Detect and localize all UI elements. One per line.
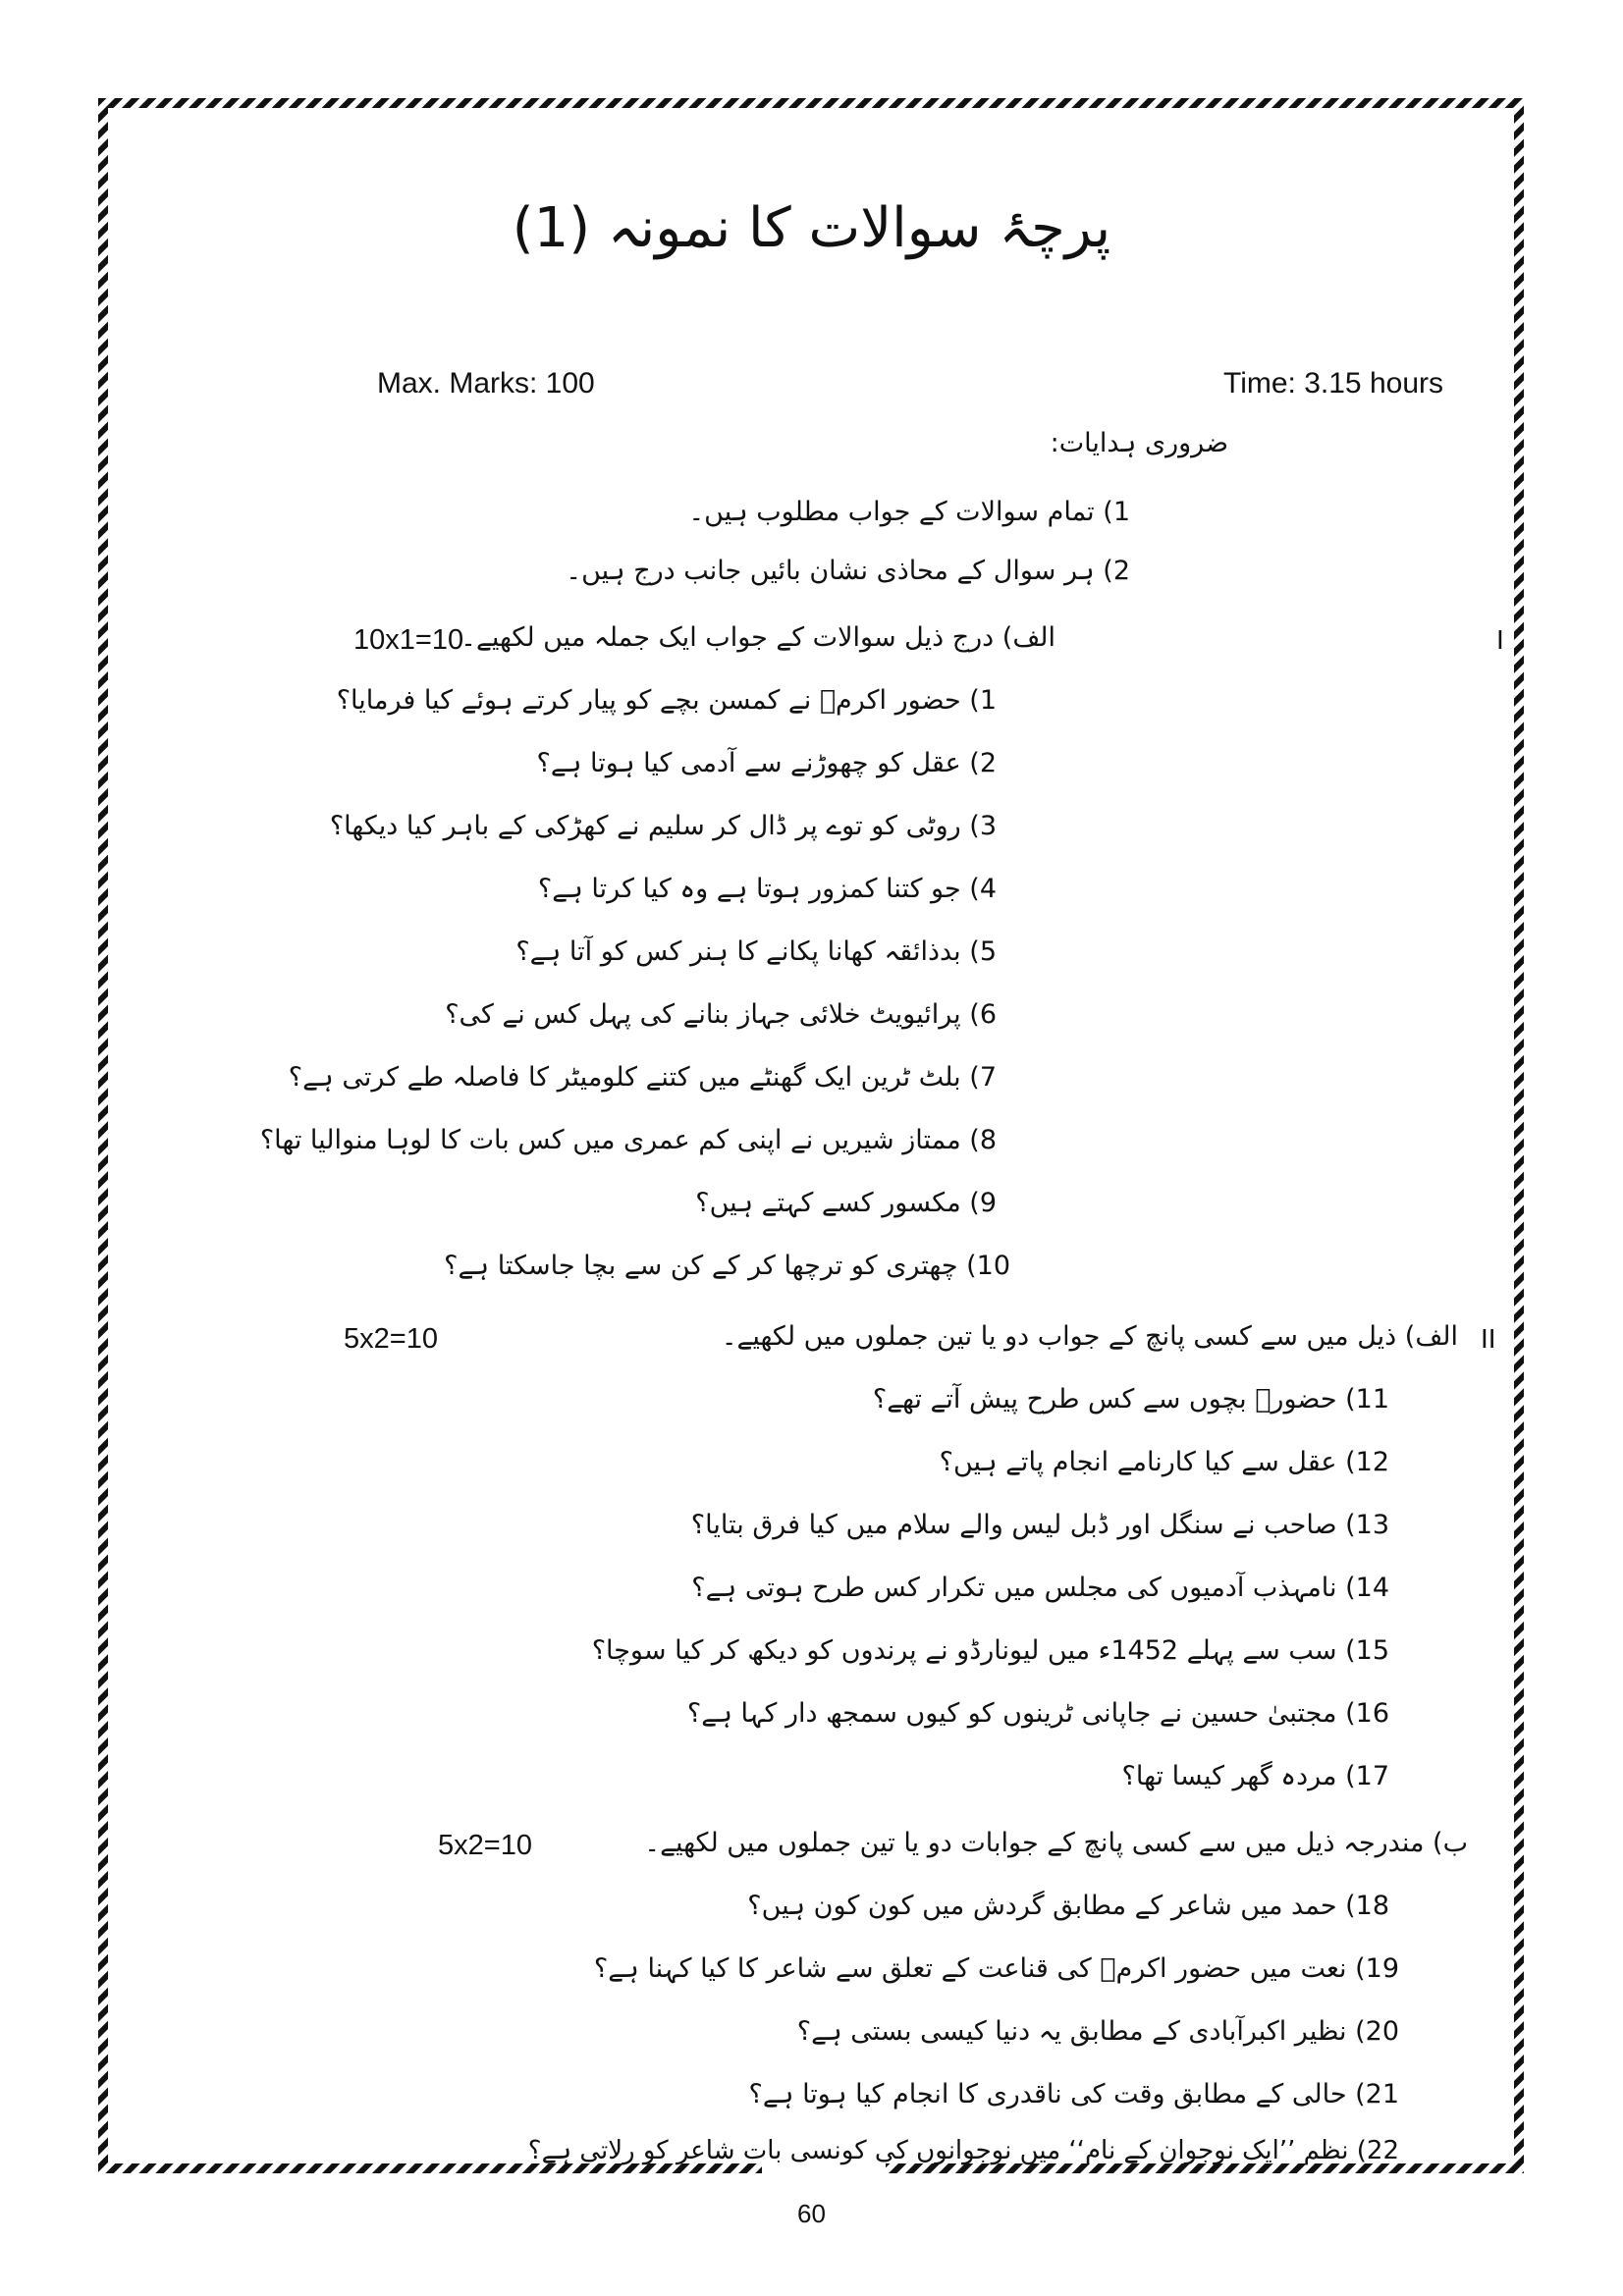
question-item: 19) نعت میں حضور اکرمؐ کی قناعت کے تعلق سے شاعر کا کیا کہنا ہے؟ [593, 1953, 1399, 1984]
question-item: 21) حالی کے مطابق وقت کی ناقدری کا انجام کیا ہوتا ہے؟ [748, 2079, 1399, 2109]
question-item: 4) جو کتنا کمزور ہوتا ہے وہ کیا کرتا ہے؟ [537, 874, 997, 904]
page-title: پرچۂ سوالات کا نمونہ (1) [512, 196, 1111, 260]
question-item: 5) بدذائقہ کھانا پکانے کا ہنر کس کو آتا ہے؟ [515, 936, 997, 967]
question-item: 2) عقل کو چھوڑنے سے آدمی کیا ہوتا ہے؟ [536, 748, 997, 778]
question-item: 18) حمد میں شاعر کے مطابق گردش میں کون کون ہیں؟ [747, 1891, 1389, 1921]
question-item: 11) حضورؐ بچوں سے کس طرح پیش آتے تھے؟ [872, 1384, 1389, 1415]
section-heading: الف) درج ذیل سوالات کے جواب ایک جملہ میں لکھیے۔ [460, 622, 1055, 653]
section-heading: ب) مندرجہ ذیل میں سے کسی پانچ کے جوابات دو یا تین جملوں میں لکھیے۔ [644, 1828, 1468, 1858]
question-item: 9) مکسور کسے کہتے ہیں؟ [695, 1188, 997, 1218]
page-number: 60 [797, 2199, 826, 2228]
question-item: 14) نامہذب آدمیوں کی مجلس میں تکرار کس طرح ہوتی ہے؟ [691, 1573, 1389, 1603]
section-marks: 10x1=10 [353, 624, 464, 656]
question-item: 17) مردہ گھر کیسا تھا؟ [1121, 1761, 1389, 1791]
instruction-item: 1) تمام سوالات کے جواب مطلوب ہیں۔ [688, 497, 1130, 527]
question-item: 15) سب سے پہلے 1452ء میں لیونارڈو نے پرندوں کو دیکھ کر کیا سوچا؟ [591, 1635, 1389, 1666]
question-item: 1) حضور اکرمؐ نے کمسن بچے کو پیار کرتے ہوئے کیا فرمایا؟ [336, 685, 997, 716]
time-allowed: Time: 3.15 hours [1223, 367, 1443, 400]
question-item: 22) نظم ’’ایک نوجوان کے نام‘‘ میں نوجوانوں کی کونسی بات شاعر کو رلاتی ہے؟ [527, 2136, 1399, 2165]
section-roman-numeral: I [1496, 624, 1504, 655]
question-item: 6) پرائیویٹ خلائی جہاز بنانے کی پہل کس نے کی؟ [445, 999, 997, 1030]
question-item: 7) بلٹ ٹرین ایک گھنٹے میں کتنے کلومیٹر کا فاصلہ طے کرتی ہے؟ [288, 1062, 997, 1093]
question-item: 20) نظیر اکبرآبادی کے مطابق یہ دنیا کیسی بستی ہے؟ [796, 2016, 1399, 2047]
section-roman-numeral: II [1481, 1323, 1496, 1354]
section-heading: الف) ذیل میں سے کسی پانچ کے جواب دو یا تین جملوں میں لکھیے۔ [721, 1321, 1458, 1352]
instruction-item: 2) ہر سوال کے محاذی نشان بائیں جانب درج ہیں۔ [566, 556, 1130, 586]
question-item: 12) عقل سے کیا کارنامے انجام پاتے ہیں؟ [939, 1447, 1389, 1477]
section-marks: 5x2=10 [344, 1323, 438, 1355]
question-item: 13) صاحب نے سنگل اور ڈبل لیس والے سلام میں کیا فرق بتایا؟ [690, 1510, 1389, 1540]
section-marks: 5x2=10 [438, 1830, 532, 1861]
max-marks: Max. Marks: 100 [377, 367, 595, 400]
question-item: 10) چھتری کو ترچھا کر کے کن سے بچا جاسکتا ہے؟ [444, 1251, 1010, 1281]
instructions-heading: ضروری ہدایات: [1050, 428, 1228, 458]
question-item: 16) مجتبیٰ حسین نے جاپانی ٹرینوں کو کیوں سمجھ دار کہا ہے؟ [686, 1698, 1389, 1729]
question-item: 3) روٹی کو توے پر ڈال کر سلیم نے کھڑکی کے باہر کیا دیکھا؟ [329, 811, 997, 841]
border-gap [762, 2163, 886, 2185]
question-item: 8) ممتاز شیریں نے اپنی کم عمری میں کس بات کا لوہا منوالیا تھا؟ [259, 1125, 997, 1155]
